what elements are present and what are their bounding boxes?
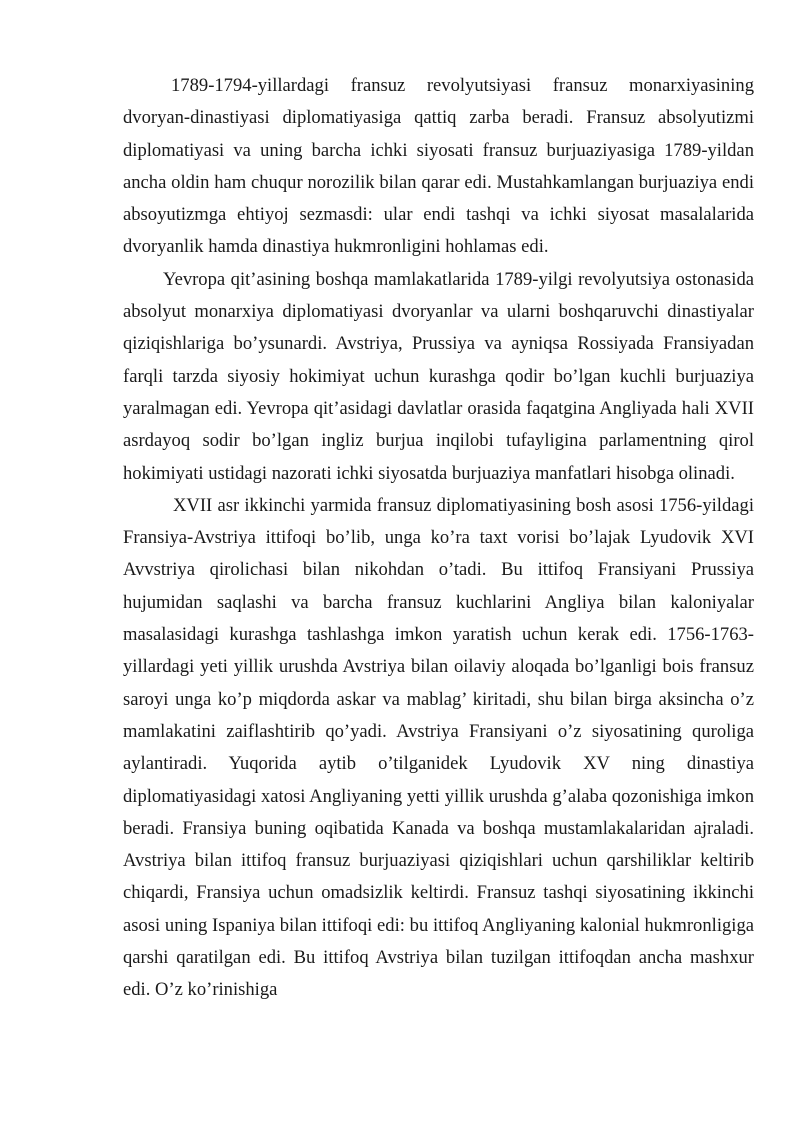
paragraph-3: XVII asr ikkinchi yarmida fransuz diplomatiyasining bosh asosi 1756-yildagi Fransiya-Avstriya ittifoqi bo’lib, unga ko’ra taxt vorisi bo’lajak Lyudovik XVI Avvstriya qirolichasi bilan nikohdan o’tadi. Bu ittifoq Fransiyani Prussiya hujumidan saqlashi va barcha fransuz kuchlarini Angliya bilan kaloniyalar masalasidagi kurashga tashlashga imkon yaratish uchun kerak edi. 1756-1763-yillardagi yeti yillik urushda Avstriya bilan oilaviy aloqada bo’lganligi bois fransuz saroyi unga ko’p miqdorda askar va mablag’ kiritadi, shu bilan birga aksincha o’z mamlakatini zaiflashtirib qo’yadi. Avstriya Fransiyani o’z siyosatining quroliga aylantiradi. Yuqorida aytib o’tilganidek Lyudovik XV ning dinastiya diplomatiyasidagi xatosi Angliyaning yetti yillik urushda g’alaba qozonishiga imkon beradi. Fransiya buning oqibatida Kanada va boshqa mustamlakalaridan ajraladi. Avstriya bilan ittifoq fransuz burjuaziyasi qiziqishlari uchun qarshiliklar keltirib chiqardi, Fransiya uchun omadsizlik keltirdi. Fransuz tashqi siyosatining ikkinchi asosi uning Ispaniya bilan ittifoqi edi: bu ittifoq Angliyaning kalonial hukmronligiga qarshi qaratilgan edi. Bu ittifoq Avstriya bilan tuzilgan ittifoqdan ancha mashxur edi. O’z ko’rinishiga [123, 494, 754, 1001]
paragraph-1: 1789-1794-yillardagi fransuz revolyutsiyasi fransuz monarxiyasining dvoryan-dinastiyasi diplomatiyasiga qattiq zarba beradi. Fransuz absolyutizmi diplomatiyasi va uning barcha ichki siyosati fransuz burjuaziyasiga 1789-yildan ancha oldin ham chuqur norozilik bilan qarar edi. Mustahkamlangan burjuaziya endi absoyutizmga ehtiyoj sezmasdi: ular endi tashqi va ichki siyosat masalalarida dvoryanlik hamda dinastiya hukmronligini hohlamas edi. [123, 75, 754, 258]
document-page [123, 70, 754, 1007]
paragraph-2: Yevropa qit’asining boshqa mamlakatlarida 1789-yilgi revolyutsiya ostonasida absolyut monarxiya diplomatiyasi dvoryanlar va ularni boshqaruvchi dinastiyalar qiziqishlariga bo’ysunardi. Avstriya, Prussiya va ayniqsa Rossiyada Fransiyadan farqli tarzda siyosiy hokimiyat uchun kurashga qodir bo’lgan kuchli burjuaziya yaralmagan edi. Yevropa qit’asidagi davlatlar orasida faqatgina Angliyada hali XVII asrdayoq sodir bo’lgan ingliz burjua inqilobi tufayligina parlamentning qirol hokimiyati ustidagi nazorati ichki siyosatda burjuaziya manfatlari hisobga olinadi. [123, 268, 754, 484]
